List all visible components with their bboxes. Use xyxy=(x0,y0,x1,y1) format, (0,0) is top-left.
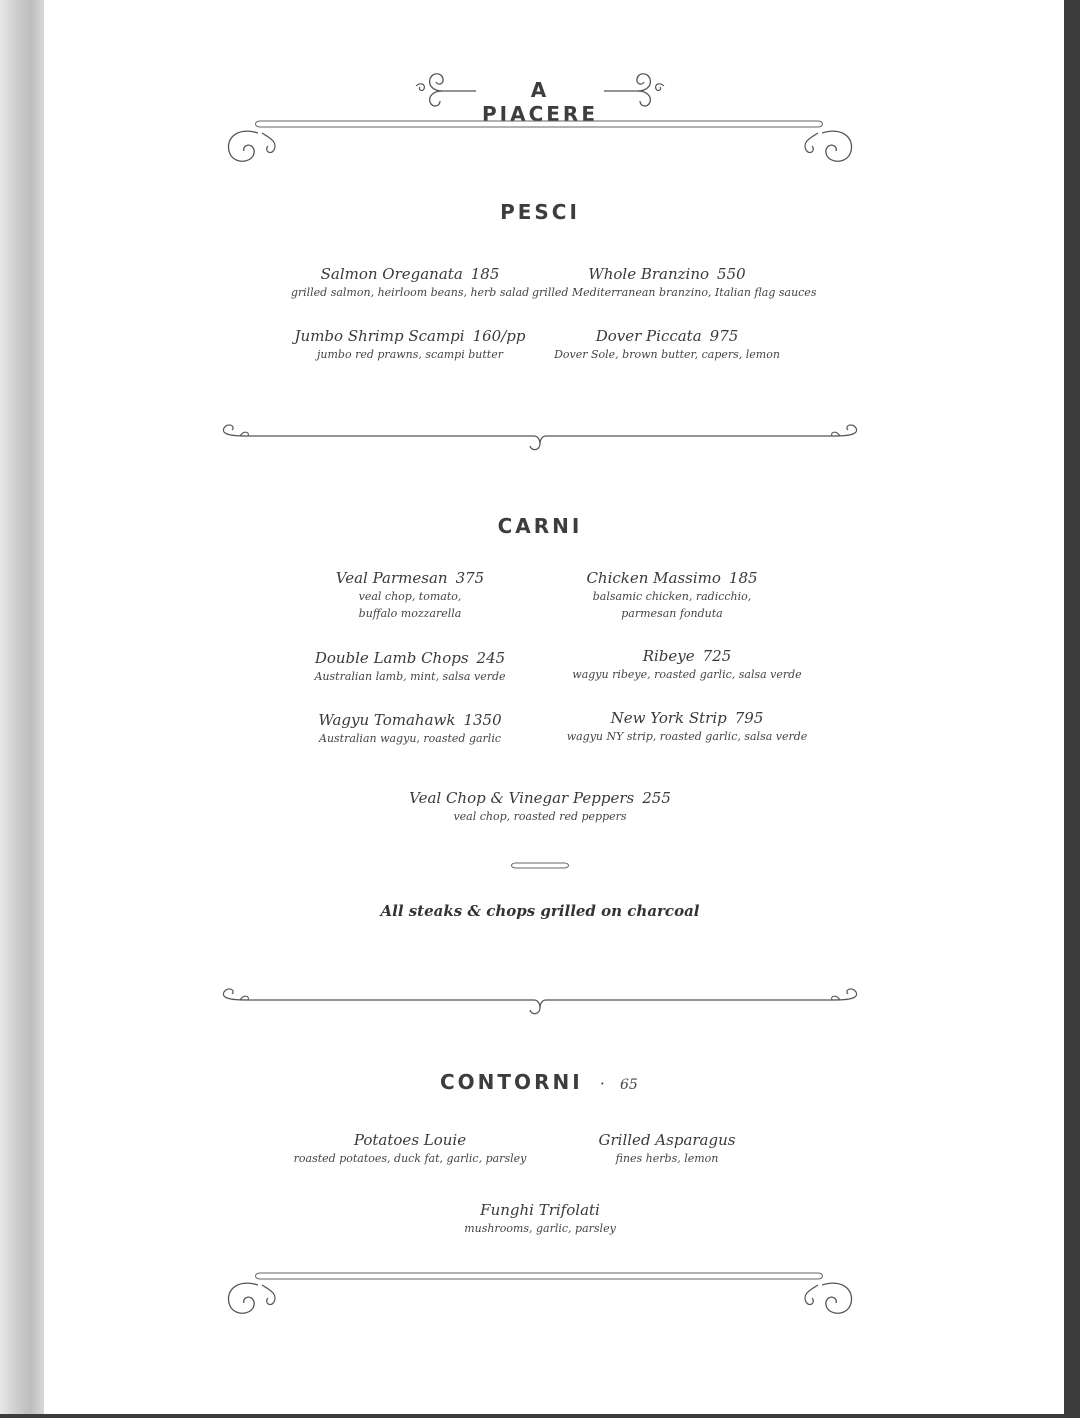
page-shadow xyxy=(0,0,44,1418)
contorni-price: 65 xyxy=(619,1077,638,1093)
page-edge xyxy=(1064,0,1080,1418)
menu-item: Chicken Massimo 185 balsamic chicken, radicchio, parmesan fonduta xyxy=(586,569,758,620)
header-right-flourish-icon xyxy=(602,64,668,112)
menu-item: Salmon Oreganata 185 grilled salmon, heirloom beans, herb salad xyxy=(290,265,530,299)
small-flourish-icon xyxy=(508,858,572,874)
menu-item: Veal Parmesan 375 veal chop, tomato, buffalo mozzarella xyxy=(335,569,485,620)
section-title-contorni: CONTORNI xyxy=(440,1070,583,1094)
section-divider-icon xyxy=(218,980,862,1022)
page-title: A PIACERE xyxy=(482,78,598,126)
menu-item: Grilled Asparagus fines herbs, lemon xyxy=(598,1131,736,1165)
ornamental-divider-icon xyxy=(222,1264,858,1326)
page-edge-bottom xyxy=(0,1414,1080,1418)
menu-item: Dover Piccata 975 Dover Sole, brown butter, capers, lemon xyxy=(554,327,780,361)
menu-item: Wagyu Tomahawk 1350 Australian wagyu, roasted garlic xyxy=(318,711,502,745)
menu-item: Veal Chop & Vinegar Peppers 255 veal chop, roasted red peppers xyxy=(409,789,671,823)
menu-item: Whole Branzino 550 grilled Mediterranean branzino, Italian flag sauces xyxy=(532,265,817,299)
ornamental-divider-icon xyxy=(222,112,858,174)
header-left-flourish-icon xyxy=(412,64,478,112)
section-divider-icon xyxy=(218,416,862,458)
section-title-contorni-row xyxy=(440,1070,680,1094)
menu-item: Potatoes Louie roasted potatoes, duck fat, garlic, parsley xyxy=(293,1131,527,1165)
menu-item: Ribeye 725 wagyu ribeye, roasted garlic, salsa verde xyxy=(572,647,802,681)
menu-item: Funghi Trifolati mushrooms, garlic, parsley xyxy=(464,1201,616,1235)
section-title-carni: CARNI xyxy=(497,514,583,538)
grill-note: All steaks & chops grilled on charcoal xyxy=(380,902,700,920)
menu-item: Jumbo Shrimp Scampi 160/pp jumbo red prawns, scampi butter xyxy=(294,327,526,361)
section-title-pesci: PESCI xyxy=(500,200,580,224)
menu-item: New York Strip 795 wagyu NY strip, roasted garlic, salsa verde xyxy=(566,709,808,743)
title-separator: · xyxy=(599,1074,605,1093)
menu-item: Double Lamb Chops 245 Australian lamb, mint, salsa verde xyxy=(314,649,506,683)
